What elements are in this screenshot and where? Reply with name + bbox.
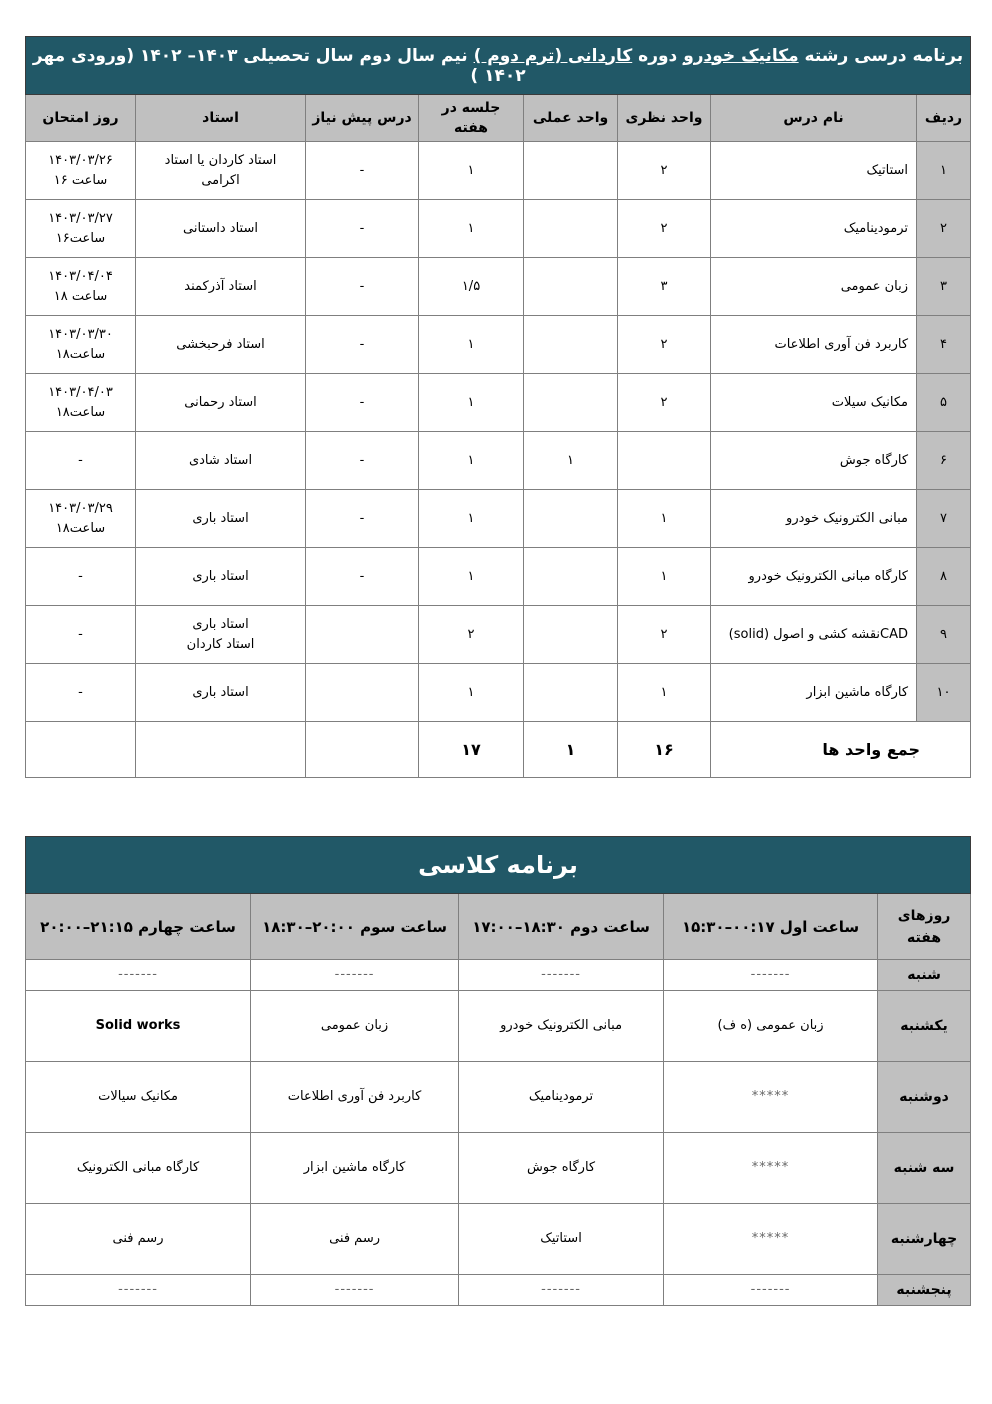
course-name: استاتیک: [711, 142, 917, 200]
course-name: مبانی الکترونیک خودرو: [711, 490, 917, 548]
prerequisite: -: [306, 432, 419, 490]
exam-line: -: [78, 684, 83, 700]
header-slot-2: ساعت دوم ۱۸:۳۰–۱۷:۰۰: [459, 894, 664, 960]
practical-units: ۱: [524, 432, 618, 490]
teacher-line: استاد باری: [192, 510, 249, 526]
course-name: CADنقشه کشی و اصول (solid): [711, 606, 917, 664]
exam-day: [26, 258, 136, 316]
teacher-line: اکرامی: [201, 172, 240, 188]
exam-line: ساعت ۱۸: [53, 288, 108, 304]
theory-units: ۲: [618, 142, 711, 200]
header-weekdays: [878, 894, 971, 960]
course-name: کارگاه مبانی الکترونیک خودرو: [711, 548, 917, 606]
schedule-cell: *****: [664, 1204, 878, 1275]
row-number: ۶: [917, 432, 971, 490]
header-weekdays-line: هفته: [907, 929, 942, 946]
row-number: ۸: [917, 548, 971, 606]
sessions-per-week: ۱: [419, 374, 524, 432]
schedule-row: [26, 1275, 971, 1306]
row-number: ۱۰: [917, 664, 971, 722]
header-row-number: ردیف: [917, 95, 971, 142]
schedule-cell: -------: [251, 960, 459, 991]
prerequisite: [306, 606, 419, 664]
theory-units: ۳: [618, 258, 711, 316]
course-row: [26, 548, 971, 606]
schedule-cell: -------: [459, 1275, 664, 1306]
teacher-line: استاد باری: [192, 568, 249, 584]
prerequisite: -: [306, 200, 419, 258]
course-name: کارگاه جوش: [711, 432, 917, 490]
exam-line: -: [78, 452, 83, 468]
schedule-cell: کارگاه مبانی الکترونیک: [26, 1133, 251, 1204]
course-row: [26, 490, 971, 548]
course-row: [26, 606, 971, 664]
sessions-per-week: ۱: [419, 664, 524, 722]
header-sessions: جلسه در هفته: [419, 95, 524, 142]
header-theory-units: واحد نظری: [618, 95, 711, 142]
teacher: [136, 664, 306, 722]
day-name: پنجشنبه: [878, 1275, 971, 1306]
teacher-line: استاد داستانی: [183, 220, 258, 236]
sessions-per-week: ۱: [419, 316, 524, 374]
teacher: [136, 548, 306, 606]
sessions-per-week: ۱: [419, 490, 524, 548]
prerequisite: -: [306, 316, 419, 374]
course-row: [26, 664, 971, 722]
teacher: [136, 200, 306, 258]
class-schedule-table: [25, 836, 971, 1306]
header-weekdays-line: روزهای: [897, 907, 951, 924]
teacher-line: استاد رحمانی: [184, 394, 257, 410]
schedule-title: برنامه کلاسی: [26, 837, 971, 894]
course-name: کاربرد فن آوری اطلاعات: [711, 316, 917, 374]
exam-line: ۱۴۰۳/۰۴/۰۴: [48, 268, 113, 284]
teacher: [136, 606, 306, 664]
sessions-per-week: ۱: [419, 548, 524, 606]
sessions-per-week: ۱: [419, 432, 524, 490]
exam-day: [26, 200, 136, 258]
schedule-cell: -------: [251, 1275, 459, 1306]
theory-units: ۱: [618, 664, 711, 722]
exam-line: ساعت۱۶: [55, 230, 106, 246]
practical-units: [524, 258, 618, 316]
schedule-cell: کارگاه جوش: [459, 1133, 664, 1204]
exam-day: [26, 606, 136, 664]
total-row: [26, 722, 971, 778]
course-name: ترمودینامیک: [711, 200, 917, 258]
schedule-cell: استاتیک: [459, 1204, 664, 1275]
sessions-per-week: ۱/۵: [419, 258, 524, 316]
course-name: کارگاه ماشین ابزار: [711, 664, 917, 722]
theory-units: ۲: [618, 374, 711, 432]
schedule-cell: مبانی الکترونیک خودرو: [459, 991, 664, 1062]
schedule-row: [26, 1062, 971, 1133]
header-slot-4: ساعت چهارم ۲۱:۱۵–۲۰:۰۰: [26, 894, 251, 960]
schedule-cell: رسم فنی: [26, 1204, 251, 1275]
row-number: ۹: [917, 606, 971, 664]
course-row: [26, 142, 971, 200]
sessions-per-week: ۲: [419, 606, 524, 664]
row-number: ۳: [917, 258, 971, 316]
schedule-cell: رسم فنی: [251, 1204, 459, 1275]
prerequisite: -: [306, 374, 419, 432]
exam-day: [26, 548, 136, 606]
total-theory: ۱۶: [618, 722, 711, 778]
header-exam-day: روز امتحان: [26, 95, 136, 142]
teacher-line: استاد فرحبخشی: [176, 336, 265, 352]
teacher-line: استاد آذرکمند: [184, 278, 257, 294]
theory-units: ۱: [618, 490, 711, 548]
total-empty: [136, 722, 306, 778]
schedule-cell: -------: [664, 960, 878, 991]
day-name: دوشنبه: [878, 1062, 971, 1133]
teacher: [136, 490, 306, 548]
course-row: [26, 432, 971, 490]
day-name: یکشنبه: [878, 991, 971, 1062]
teacher: [136, 374, 306, 432]
exam-day: [26, 664, 136, 722]
practical-units: [524, 200, 618, 258]
exam-day: [26, 490, 136, 548]
schedule-cell: کارگاه ماشین ابزار: [251, 1133, 459, 1204]
schedule-cell: *****: [664, 1133, 878, 1204]
course-row: [26, 258, 971, 316]
schedule-row: [26, 1204, 971, 1275]
day-name: شنبه: [878, 960, 971, 991]
teacher-line: استاد کاردان یا استاد: [164, 152, 277, 168]
title-text: نیم سال دوم سال تحصیلی ۱۴۰۳– ۱۴۰۲ (ورودی مهر ۱۴۰۲ ): [32, 45, 526, 86]
course-table-title: [26, 37, 971, 95]
prerequisite: -: [306, 142, 419, 200]
total-empty: [306, 722, 419, 778]
exam-line: ساعت۱۸: [55, 346, 106, 362]
day-name: سه شنبه: [878, 1133, 971, 1204]
teacher: [136, 432, 306, 490]
prerequisite: -: [306, 490, 419, 548]
exam-line: ساعت۱۸: [55, 520, 106, 536]
row-number: ۲: [917, 200, 971, 258]
schedule-cell: -------: [664, 1275, 878, 1306]
schedule-cell: -------: [26, 1275, 251, 1306]
sessions-per-week: ۱: [419, 142, 524, 200]
header-course-name: نام درس: [711, 95, 917, 142]
header-practical-units: واحد عملی: [524, 95, 618, 142]
teacher-line: استاد کاردان: [186, 636, 255, 652]
exam-line: -: [78, 568, 83, 584]
course-table: [25, 36, 971, 778]
schedule-row: [26, 960, 971, 991]
teacher-line: استاد شادی: [188, 452, 253, 468]
teacher: [136, 316, 306, 374]
prerequisite: -: [306, 258, 419, 316]
practical-units: [524, 374, 618, 432]
exam-day: [26, 432, 136, 490]
teacher-line: استاد باری: [192, 616, 249, 632]
row-number: ۵: [917, 374, 971, 432]
day-name: چهارشنبه: [878, 1204, 971, 1275]
total-practical: ۱: [524, 722, 618, 778]
practical-units: [524, 548, 618, 606]
schedule-row: [26, 991, 971, 1062]
header-slot-1: ساعت اول ۰۰:۱۷–۱۵:۳۰: [664, 894, 878, 960]
practical-units: [524, 142, 618, 200]
schedule-cell: *****: [664, 1062, 878, 1133]
teacher: [136, 142, 306, 200]
header-prerequisite: درس پیش نیاز: [306, 95, 419, 142]
practical-units: [524, 316, 618, 374]
title-text: برنامه درسی رشته: [798, 45, 964, 66]
exam-line: ۱۴۰۳/۰۴/۰۳: [48, 384, 113, 400]
course-name: زبان عمومی: [711, 258, 917, 316]
row-number: ۴: [917, 316, 971, 374]
header-teacher: استاد: [136, 95, 306, 142]
practical-units: [524, 664, 618, 722]
row-number: ۷: [917, 490, 971, 548]
prerequisite: [306, 664, 419, 722]
title-major: مکانیک خودرو: [683, 45, 799, 66]
exam-line: ۱۴۰۳/۰۳/۳۰: [48, 326, 113, 342]
total-sessions: ۱۷: [419, 722, 524, 778]
course-row: [26, 200, 971, 258]
schedule-cell: مکانیک سیالات: [26, 1062, 251, 1133]
schedule-cell: زبان عمومی (ه ف): [664, 991, 878, 1062]
schedule-cell: Solid works: [26, 991, 251, 1062]
theory-units: ۲: [618, 316, 711, 374]
practical-units: [524, 606, 618, 664]
exam-day: [26, 374, 136, 432]
exam-line: -: [78, 626, 83, 642]
schedule-cell: کاربرد فن آوری اطلاعات: [251, 1062, 459, 1133]
row-number: ۱: [917, 142, 971, 200]
teacher-line: استاد باری: [192, 684, 249, 700]
exam-line: ۱۴۰۳/۰۳/۲۹: [48, 500, 113, 516]
theory-units: [618, 432, 711, 490]
teacher: [136, 258, 306, 316]
course-name: مکانیک سیلات: [711, 374, 917, 432]
theory-units: ۲: [618, 200, 711, 258]
prerequisite: -: [306, 548, 419, 606]
theory-units: ۱: [618, 548, 711, 606]
schedule-cell: -------: [459, 960, 664, 991]
schedule-row: [26, 1133, 971, 1204]
exam-line: ۱۴۰۳/۰۳/۲۶: [48, 152, 113, 168]
total-label: جمع واحد ها: [711, 722, 971, 778]
exam-line: ۱۴۰۳/۰۳/۲۷: [48, 210, 113, 226]
title-level: کاردانی (ترم دوم ): [473, 45, 633, 66]
total-empty: [26, 722, 136, 778]
exam-day: [26, 142, 136, 200]
schedule-cell: -------: [26, 960, 251, 991]
schedule-cell: زبان عمومی: [251, 991, 459, 1062]
schedule-cell: ترمودینامیک: [459, 1062, 664, 1133]
exam-line: ساعت۱۸: [55, 404, 106, 420]
header-slot-3: ساعت سوم ۲۰:۰۰–۱۸:۳۰: [251, 894, 459, 960]
title-text: دوره: [632, 45, 684, 66]
practical-units: [524, 490, 618, 548]
course-row: [26, 316, 971, 374]
exam-day: [26, 316, 136, 374]
course-row: [26, 374, 971, 432]
exam-line: ساعت ۱۶: [53, 172, 108, 188]
theory-units: ۲: [618, 606, 711, 664]
sessions-per-week: ۱: [419, 200, 524, 258]
